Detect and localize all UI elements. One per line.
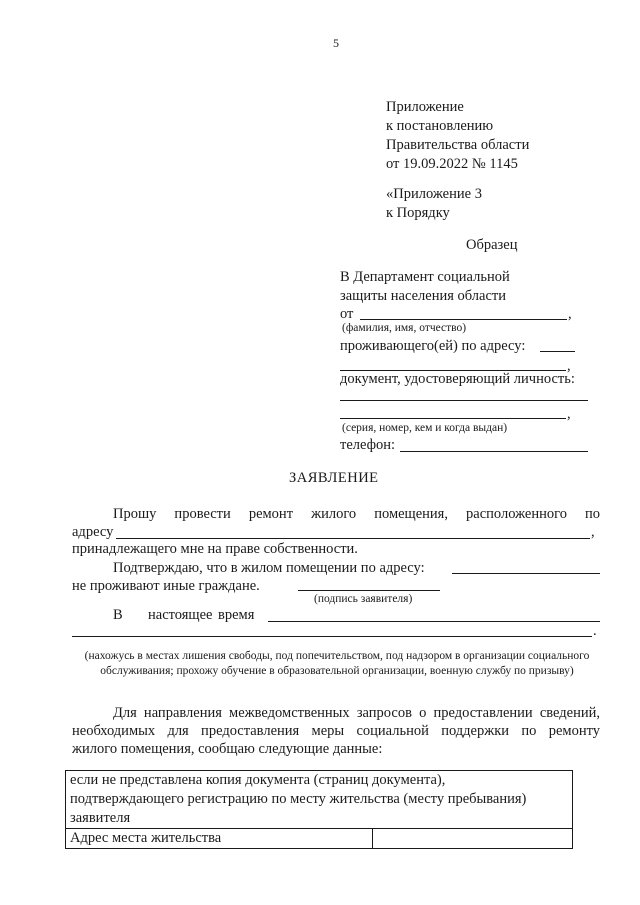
p3-word-3: время [218, 607, 255, 623]
p2-address-underline [452, 573, 600, 574]
residence-address-value [373, 829, 573, 849]
p1-line-3: принадлежащего мне на праве собственности. [72, 541, 358, 557]
table-row [66, 771, 573, 829]
p3-hint: (нахожусь в местах лишения свободы, под попечительством, под надзором в организации социального обслуживания; прохожу обучение в образовательной организации, военную службу по призыву) [84, 650, 590, 677]
table-cell-registration-note [66, 771, 573, 829]
applicant-data-table [65, 770, 573, 849]
document-comma: , [567, 406, 571, 422]
document-underline-2 [340, 418, 566, 419]
registration-note-line-3: заявителя [70, 810, 131, 826]
addressee-line-2: защиты населения области [340, 288, 506, 304]
residing-comma: , [567, 358, 571, 374]
addressee-line-1: В Департамент социальной [340, 269, 510, 285]
signature-hint: (подпись заявителя) [314, 593, 413, 605]
document-label: документ, удостоверяющий личность: [340, 371, 575, 387]
p1-address-underline [116, 538, 590, 539]
residence-address-label: Адрес места жительства [66, 829, 373, 849]
p2-line-2: не проживают иные граждане. [72, 578, 260, 594]
annex-line-4: от 19.09.2022 № 1145 [386, 156, 518, 172]
p3-underline-1 [268, 621, 600, 622]
annex3-line-1: «Приложение 3 [386, 186, 482, 202]
registration-note-line-1: если не представлена копия документа (страниц документа), [70, 772, 446, 788]
from-hint: (фамилия, имя, отчество) [342, 322, 467, 334]
annex-line-2: к постановлению [386, 118, 494, 134]
p2-line-1: Подтверждаю, что в жилом помещении по адресу: [113, 560, 425, 576]
phone-underline [400, 451, 588, 452]
p4-line-3: жилого помещения, сообщаю следующие данные: [72, 741, 383, 757]
from-comma: , [568, 306, 572, 322]
p3-word-1: В [113, 607, 123, 623]
document-hint: (серия, номер, кем и когда выдан) [342, 422, 508, 434]
from-label: от [340, 306, 354, 322]
document-title: ЗАЯВЛЕНИЕ [289, 470, 379, 486]
residing-label: проживающего(ей) по адресу: [340, 338, 526, 354]
document-underline-1 [340, 400, 588, 401]
p4-line-1: Для направления межведомственных запросов о предоставлении сведений, [113, 705, 600, 721]
p1-line-1: Прошу провести ремонт жилого помещения, расположенного по [113, 506, 600, 522]
p3-underline-2 [72, 636, 592, 637]
from-underline [360, 319, 567, 320]
annex3-line-2: к Порядку [386, 205, 450, 221]
page-number: 5 [333, 36, 339, 50]
annex-line-1: Приложение [386, 99, 464, 115]
annex-line-3: Правительства области [386, 137, 530, 153]
table-row [66, 829, 573, 849]
p3-word-2: настоящее [148, 607, 213, 623]
residing-underline-1 [540, 351, 575, 352]
registration-note-line-2: подтверждающего регистрацию по месту жительства (месту пребывания) [70, 791, 527, 807]
sample-label: Образец [466, 237, 518, 253]
signature-underline [298, 590, 440, 591]
p4-line-2: необходимых для предоставления меры социальной поддержки по ремонту [72, 723, 600, 739]
phone-label: телефон: [340, 437, 396, 453]
p1-comma: , [591, 524, 595, 540]
p1-line-2: адресу [72, 524, 114, 540]
p3-period: . [593, 623, 597, 639]
